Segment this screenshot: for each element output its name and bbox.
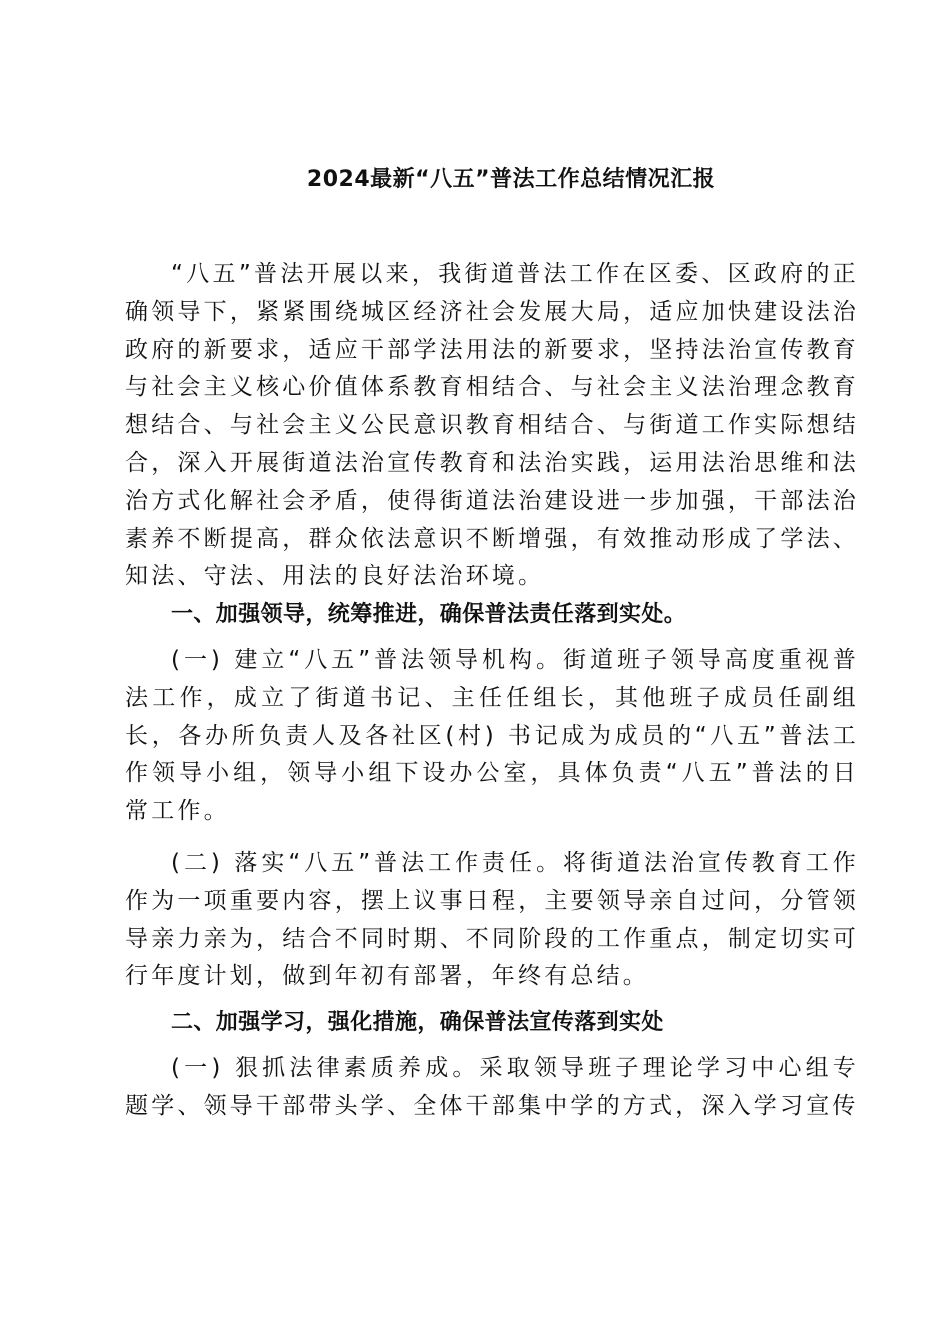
section-1-heading: 一、加强领导，统筹推进，确保普法责任落到实处。 bbox=[171, 602, 687, 628]
section-2-paragraph-1: (一) 狠抓法律素质养成。采取领导班子理论学习中心组专题学、领导干部带头学、全体干部集中学的方式，深入学习宣传 bbox=[125, 1054, 859, 1119]
document-title: 2024最新“八五”普法工作总结情况汇报 bbox=[306, 167, 716, 192]
section-2-heading: 二、加强学习，强化措施，确保普法宣传落到实处 bbox=[171, 1010, 664, 1036]
section-1-paragraph-1: (一) 建立“八五”普法领导机构。街道班子领导高度重视普法工作，成立了街道书记、主任任组长，其他班子成员任副组长，各办所负责人及各社区(村) 书记成为成员的“八五”普法工作领导小组，领导小组下设办公室，具体负责“八五”普法的日常工作。 bbox=[125, 646, 859, 825]
document-body bbox=[125, 256, 859, 1126]
section-1-paragraph-2: (二) 落实“八五”普法工作责任。将街道法治宣传教育工作作为一项重要内容，摆上议事日程，主要领导亲自过问，分管领导亲力亲为，结合不同时期、不同阶段的工作重点，制定切实可行年度计划，做到年初有部署，年终有总结。 bbox=[125, 849, 859, 990]
intro-paragraph: “八五”普法开展以来，我街道普法工作在区委、区政府的正确领导下，紧紧围绕城区经济社会发展大局，适应加快建设法治政府的新要求，适应干部学法用法的新要求，坚持法治宣传教育与社会主义核心价值体系教育相结合、与社会主义法治理念教育想结合、与社会主义公民意识教育相结合、与街道工作实际想结合，深入开展街道法治宣传教育和法治实践，运用法治思维和法治方式化解社会矛盾，使得街道法治建设进一步加强，干部法治素养不断提高，群众依法意识不断增强，有效推动形成了学法、知法、守法、用法的良好法治环境。 bbox=[125, 261, 859, 590]
